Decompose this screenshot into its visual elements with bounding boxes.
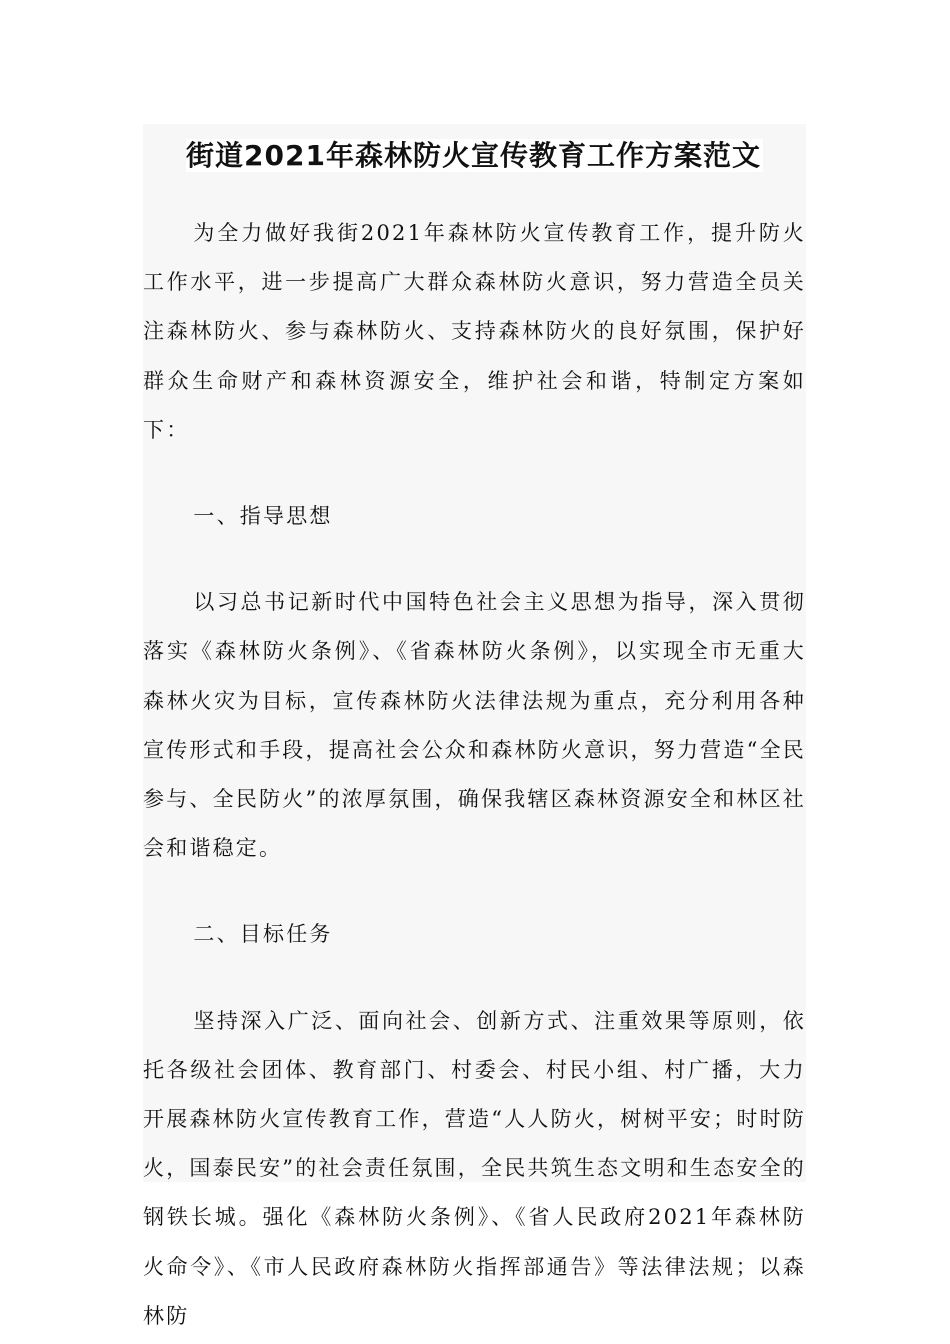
document-title-text: 街道2021年森林防火宣传教育工作方案范文 (186, 139, 761, 172)
paragraph-intro: 为全力做好我街2021年森林防火宣传教育工作，提升防火工作水平，进一步提高广大群众森林防火意识，努力营造全员关注森林防火、参与森林防火、支持森林防火的良好氛围，保护好群众生命财产和森林资源安全，维护社会和谐，特制定方案如下： (143, 221, 806, 442)
section-heading-guiding-ideology: 一、指导思想 (193, 504, 333, 529)
section-heading-objectives: 二、目标任务 (193, 922, 333, 947)
paragraph-objectives: 坚持深入广泛、面向社会、创新方式、注重效果等原则，依托各级社会团体、教育部门、村委会、村民小组、村广播，大力开展森林防火宣传教育工作，营造“人人防火，树树平安；时时防火，国泰民安”的社会责任氛围，全民共筑生态文明和生态安全的钢铁长城。强化《森林防火条例》、《省人民政府2021年森林防火命令》、《市人民政府森林防火指挥部通告》等法律法规；以森林防 (143, 1008, 806, 1328)
document-title (143, 136, 806, 176)
paragraph-guiding-ideology: 以习总书记新时代中国特色社会主义思想为指导，深入贯彻落实《森林防火条例》、《省森林防火条例》，以实现全市无重大森林火灾为目标，宣传森林防火法律法规为重点，充分利用各种宣传形式和手段，提高社会公众和森林防火意识，努力营造“全民参与、全民防火”的浓厚氛围，确保我辖区森林资源安全和林区社会和谐稳定。 (143, 590, 806, 861)
document-page (143, 124, 806, 1328)
